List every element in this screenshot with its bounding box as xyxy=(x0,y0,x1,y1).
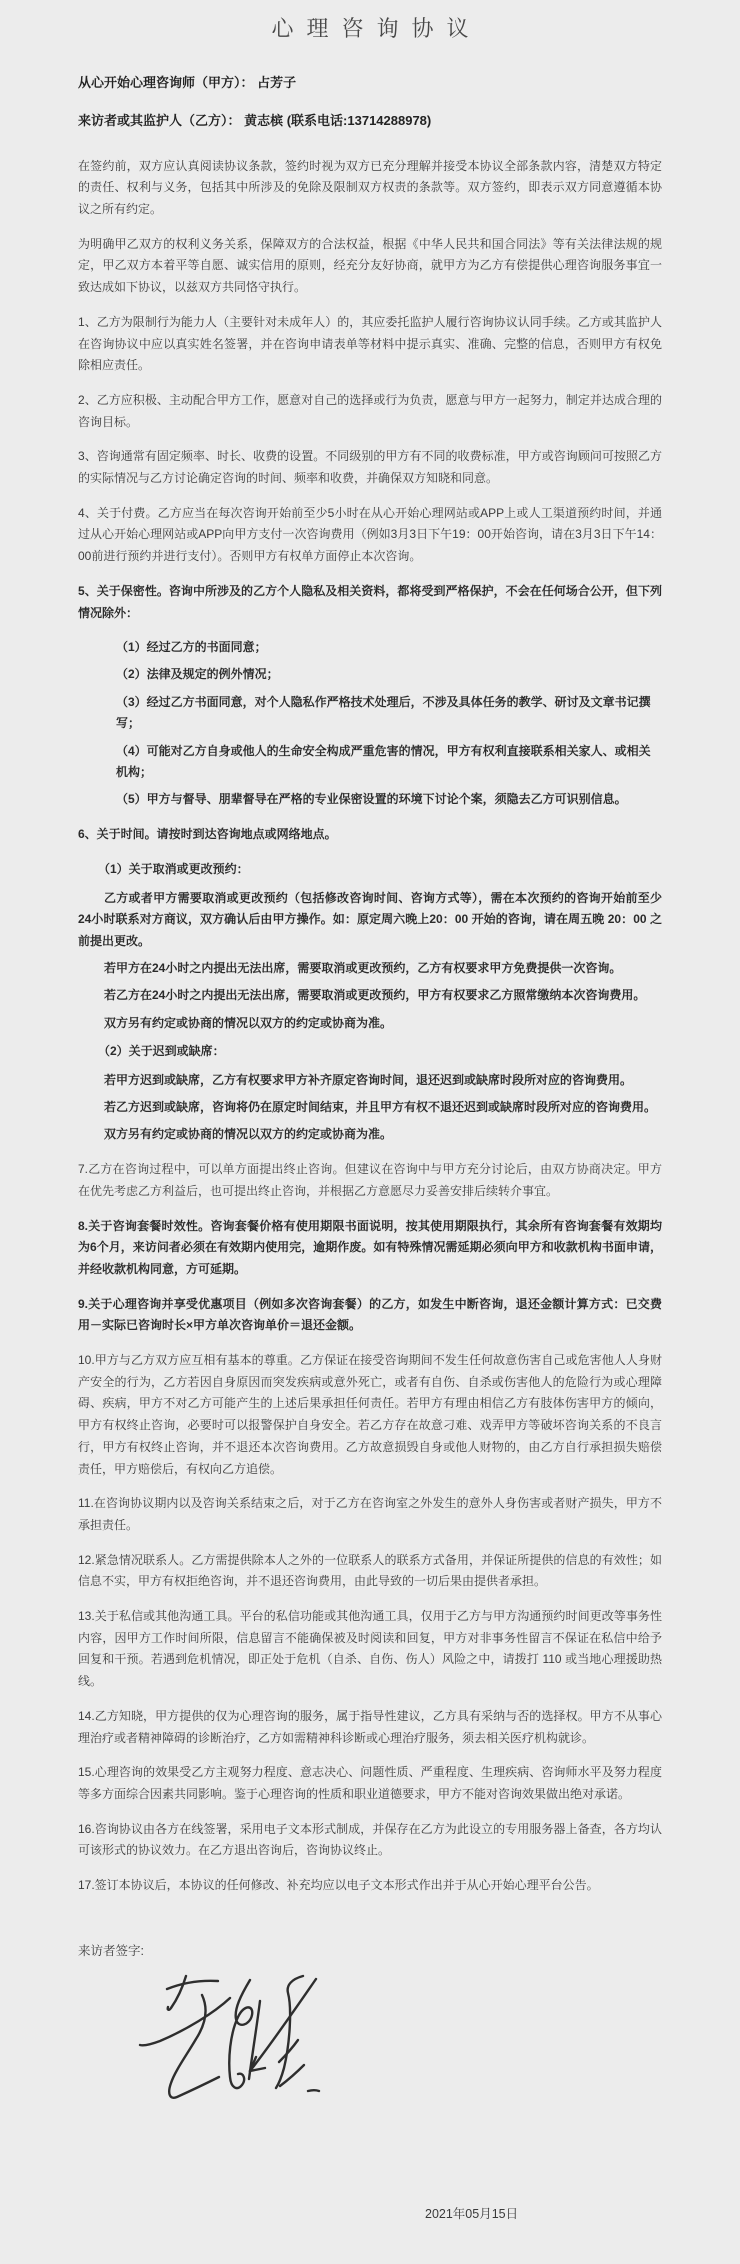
clause-paragraph: （5）甲方与督导、朋辈督导在严格的专业保密设置的环境下讨论个案，须隐去乙方可识别信息。 xyxy=(116,792,627,807)
clause-paragraph: 双方另有约定或协商的情况以双方的约定或协商为准。 xyxy=(104,1127,393,1142)
clause-paragraph: （1）经过乙方的书面同意； xyxy=(116,640,267,655)
clause-paragraph: 2、乙方应积极、主动配合甲方工作，愿意对自己的选择或行为负责，愿意与甲方一起努力，制定并达成合理的咨询目标。 xyxy=(78,392,662,429)
clause-paragraph: 5、关于保密性。咨询中所涉及的乙方个人隐私及相关资料，都将受到严格保护，不会在任何场合公开，但下列情况除外： xyxy=(78,583,662,620)
clause-paragraph: 14.乙方知晓，甲方提供的仅为心理咨询的服务，属于指导性建议，乙方具有采纳与否的选择权。甲方不从事心理治疗或者精神障碍的诊断治疗，乙方如需精神科诊断或心理治疗服务，须去相关医疗机构就诊。 xyxy=(78,1708,662,1745)
clause-paragraph: 若甲方在24小时之内提出无法出席，需要取消或更改预约，乙方有权要求甲方免费提供一次咨询。 xyxy=(104,961,622,976)
party-a-line: 从心开始心理咨询师（甲方）： 占芳子 xyxy=(78,75,297,90)
clause-paragraph: 9.关于心理咨询并享受优惠项目（例如多次咨询套餐）的乙方，如发生中断咨询，退还金额计算方式：已交费用－实际已咨询时长×甲方单次咨询单价＝退还金额。 xyxy=(78,1296,662,1333)
clause-paragraph: 若乙方迟到或缺席，咨询将仍在原定时间结束，并且甲方有权不退还迟到或缺席时段所对应的咨询费用。 xyxy=(104,1100,657,1115)
clause-paragraph: 8.关于咨询套餐时效性。咨询套餐价格有使用期限书面说明，按其使用期限执行，其余所有咨询套餐有效期均为6个月，来访问者必须在有效期内使用完，逾期作废。如有特殊情况需延期必须向甲方和收款机构书面申请，并经收款机构同意，方可延期。 xyxy=(78,1218,662,1276)
clause-paragraph: （4）可能对乙方自身或他人的生命安全构成严重危害的情况，甲方有权利直接联系相关家人、或相关机构； xyxy=(116,743,651,780)
visitor-signature-label: 来访者签字: xyxy=(78,1943,144,1958)
clause-paragraph: （1）关于取消或更改预约： xyxy=(98,861,249,876)
agreement-clauses xyxy=(78,156,662,1897)
clause-paragraph: （2）关于迟到或缺席： xyxy=(98,1044,225,1059)
clause-paragraph: 6、关于时间。请按时到达咨询地点或网络地点。 xyxy=(78,827,337,842)
clause-paragraph: （3）经过乙方书面同意，对个人隐私作严格技术处理后，不涉及具体任务的教学、研讨及文章书记撰写； xyxy=(116,694,651,731)
clause-paragraph: 若甲方迟到或缺席，乙方有权要求甲方补齐原定咨询时间，退还迟到或缺席时段所对应的咨询费用。 xyxy=(104,1073,633,1087)
handwritten-signature-image xyxy=(138,1973,333,2118)
clause-paragraph: 乙方或者甲方需要取消或更改预约（包括修改咨询时间、咨询方式等），需在本次预约的咨询开始前至少24小时联系对方商议，双方确认后由甲方操作。如：原定周六晚上20：00 开始的咨询，请在周五晚 20：00 之前提出更改。 xyxy=(78,890,662,948)
clause-paragraph: 3、咨询通常有固定频率、时长、收费的设置。不同级别的甲方有不同的收费标准，甲方或咨询顾问可按照乙方的实际情况与乙方讨论确定咨询的时间、频率和收费，并确保双方知晓和同意。 xyxy=(78,449,662,486)
clause-paragraph: 12.紧急情况联系人。乙方需提供除本人之外的一位联系人的联系方式备用，并保证所提供的信息的有效性；如信息不实，甲方有权拒绝咨询，并不退还咨询费用，由此导致的一切后果由提供者承担。 xyxy=(78,1552,662,1589)
clause-paragraph: 在签约前，双方应认真阅读协议条款，签约时视为双方已充分理解并接受本协议全部条款内容，清楚双方特定的责任、权利与义务，包括其中所涉及的免除及限制双方权责的条款等。双方签约，即表示双方同意遵循本协议之所有约定。 xyxy=(78,158,662,216)
page-title: 心理咨询协议 xyxy=(271,16,482,41)
clause-paragraph: （2）法律及规定的例外情况； xyxy=(116,667,279,682)
signing-date: 2021年05月15日 xyxy=(425,2206,519,2221)
clause-paragraph: 若乙方在24小时之内提出无法出席，需要取消或更改预约，甲方有权要求乙方照常缴纳本次咨询费用。 xyxy=(104,988,646,1003)
clause-paragraph: 10.甲方与乙方双方应互相有基本的尊重。乙方保证在接受咨询期间不发生任何故意伤害自己或危害他人人身财产安全的行为，乙方若因自身原因而突发疾病或意外死亡，或者有自伤、自杀或伤害他人的危险行为或心理障碍、疾病，甲方不对乙方可能产生的上述后果承担任何责任。若甲方有理由相信乙方有肢体伤害甲方的倾向，甲方有权终止咨询，必要时可以报警保护自身安全。若乙方存在故意刁难、戏弄甲方等破坏咨询关系的不良言行，甲方有权终止咨询，并不退还本次咨询费用。乙方故意损毁自身或他人财物的，由乙方自行承担损失赔偿责任，甲方赔偿后，有权向乙方追偿。 xyxy=(78,1353,662,1476)
clause-paragraph: 4、关于付费。乙方应当在每次咨询开始前至少5小时在从心开始心理网站或APP上或人工渠道预约时间，并通过从心开始心理网站或APP向甲方支付一次咨询费用（例如3月3日下午19：00开始咨询，请在3月3日下午14：00前进行预约并进行支付）。否则甲方有权单方面停止本次咨询。 xyxy=(78,505,662,564)
clause-paragraph: 17.签订本协议后，本协议的任何修改、补充均应以电子文本形式作出并于从心开始心理平台公告。 xyxy=(78,1878,599,1893)
clause-paragraph: 13.关于私信或其他沟通工具。平台的私信功能或其他沟通工具，仅用于乙方与甲方沟通预约时间更改等事务性内容，因甲方工作时间所限，信息留言不能确保被及时阅读和回复，甲方对非事务性留言不保证在私信中给予回复和干预。若遇到危机情况，即正处于危机（自杀、自伤、伤人）风险之中，请拨打 110 或当地心理援助热线。 xyxy=(78,1609,662,1689)
clause-paragraph: 7.乙方在咨询过程中，可以单方面提出终止咨询。但建议在咨询中与甲方充分讨论后，由双方协商决定。甲方在优先考虑乙方利益后，也可提出终止咨询，并根据乙方意愿尽力妥善安排后续转介事宜。 xyxy=(78,1162,662,1198)
clause-paragraph: 双方另有约定或协商的情况以双方的约定或协商为准。 xyxy=(104,1015,393,1030)
clause-paragraph: 1、乙方为限制行为能力人（主要针对未成年人）的，其应委托监护人履行咨询协议认同手续。乙方或其监护人在咨询协议中应以真实姓名签署，并在咨询申请表单等材料中提示真实、准确、完整的信息，否则甲方有权免除相应责任。 xyxy=(78,314,662,373)
party-b-line: 来访者或其监护人（乙方）： 黄志槟 (联系电话:13714288978) xyxy=(78,112,432,128)
clause-paragraph: 为明确甲乙双方的权利义务关系，保障双方的合法权益，根据《中华人民共和国合同法》等有关法律法规的规定，甲乙双方本着平等自愿、诚实信用的原则，经充分友好协商，就甲方为乙方有偿提供心理咨询服务事宜一致达成如下协议，以兹双方共同恪守执行。 xyxy=(78,236,662,295)
clause-paragraph: 16.咨询协议由各方在线签署，采用电子文本形式制成，并保存在乙方为此设立的专用服务器上备查，各方均认可该形式的协议效力。在乙方退出咨询后，咨询协议终止。 xyxy=(78,1821,662,1858)
clause-paragraph: 15.心理咨询的效果受乙方主观努力程度、意志决心、问题性质、严重程度、生理疾病、咨询师水平及努力程度等多方面综合因素共同影响。鉴于心理咨询的性质和职业道德要求，甲方不能对咨询效果做出绝对承诺。 xyxy=(78,1765,662,1801)
clause-paragraph: 11.在咨询协议期内以及咨询关系结束之后，对于乙方在咨询室之外发生的意外人身伤害或者财产损失，甲方不承担责任。 xyxy=(78,1496,662,1532)
